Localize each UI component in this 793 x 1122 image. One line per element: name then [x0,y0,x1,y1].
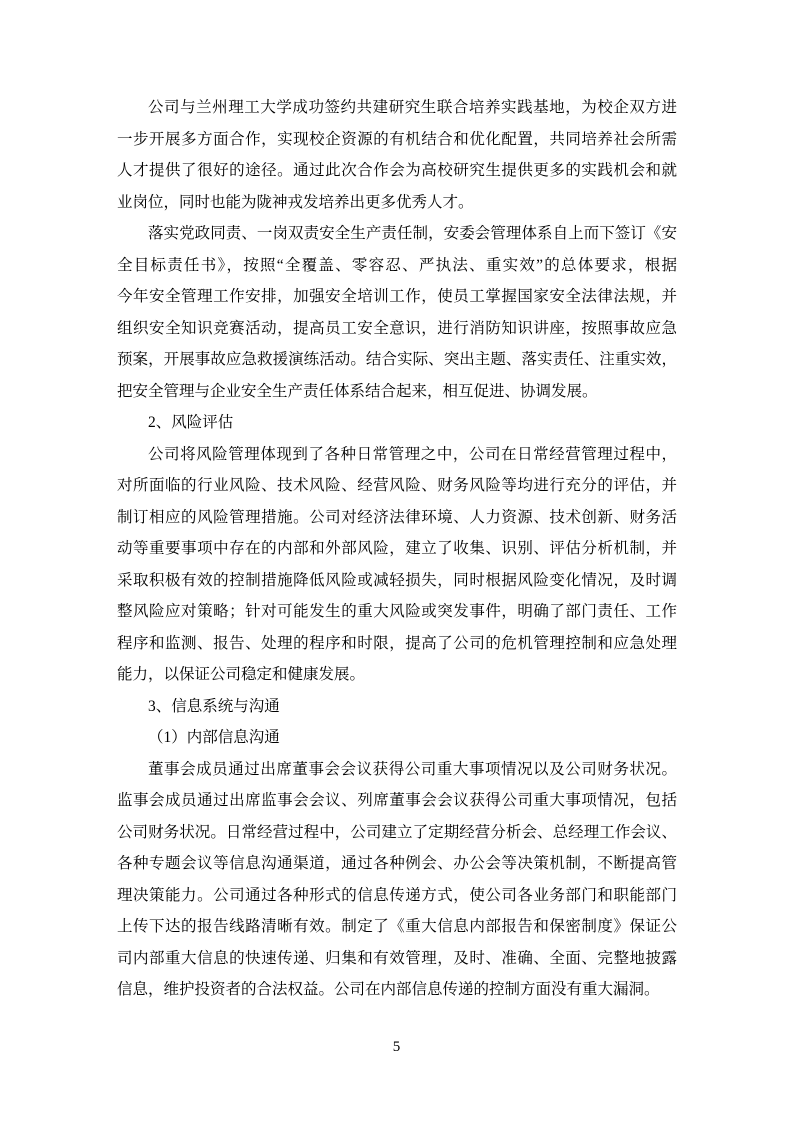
text-line: 各种专题会议等信息沟通渠道，通过各种例会、办公会等决策机制，不断提高管 [117,855,677,872]
text-line: 落实党政同责、一岗双责安全生产责任制，安委会管理体系自上而下签订《安 [148,225,677,242]
heading-text: 3、信息系统与沟通 [148,697,280,715]
text-line: 对所面临的行业风险、技术风险、经营风险、财务风险等均进行充分的评估，并 [117,477,677,494]
text-line: 组织安全知识竞赛活动，提高员工安全意识，进行消防知识讲座，按照事故应急 [117,319,677,337]
page-number: 5 [392,1039,401,1055]
text-line: 业岗位，同时也能为陇神戎发培养出更多优秀人才。 [117,193,474,211]
text-line: 公司将风险管理体现到了各种日常管理之中，公司在日常经营管理过程中， [148,445,677,463]
paragraph-safety-responsibility [117,218,677,407]
heading-information-system [117,691,677,723]
text-line: 全目标责任书》，按照“全覆盖、零容忍、严执法、重实效”的总体要求，根据 [117,256,677,274]
text-line: 动等重要事项中存在的内部和外部风险，建立了收集、识别、评估分析机制，并 [117,540,677,557]
text-line: 信息，维护投资者的合法权益。公司在内部信息传递的控制方面没有重大漏洞。 [117,981,660,998]
text-line: 上传下达的报告线路清晰有效。制定了《重大信息内部报告和保密制度》保证公 [117,918,677,935]
paragraph-information-communication [117,754,677,1006]
text-line: 把安全管理与企业安全生产责任体系结合起来，相互促进、协调发展。 [117,382,598,400]
text-line: 程序和监测、报告、处理的程序和时限，提高了公司的危机管理控制和应急处理 [117,634,677,652]
heading-text: 2、风险评估 [148,414,234,431]
text-line: 能力，以保证公司稳定和健康发展。 [117,666,366,683]
text-line: 采取积极有效的控制措施降低风险或减轻损失，同时根据风险变化情况，及时调 [117,571,677,589]
text-line: 司内部重大信息的快速传递、归集和有效管理，及时、准确、全面、完整地披露 [117,949,677,967]
text-line: 人才提供了很好的途径。通过此次合作会为高校研究生提供更多的实践机会和就 [117,162,677,179]
text-line: 一步开展多方面合作，实现校企资源的有机结合和优化配置，共同培养社会所需 [117,130,677,148]
text-line: 董事会成员通过出席董事会会议获得公司重大事项情况以及公司财务状况。 [148,760,677,778]
text-line: 理决策能力。公司通过各种形式的信息传递方式，使公司各业务部门和职能部门 [117,886,677,904]
text-line: 预案，开展事故应急救援演练活动。结合实际、突出主题、落实责任、注重实效， [117,351,677,368]
paragraph-university-cooperation [117,92,677,218]
text-line: 今年安全管理工作安排，加强安全培训工作，使员工掌握国家安全法律法规，并 [117,288,677,305]
text-line: 公司财务状况。日常经营过程中，公司建立了定期经营分析会、总经理工作会议、 [117,823,677,841]
document-body [117,92,677,1006]
heading-risk-assessment [117,407,677,439]
text-line: 监事会成员通过出席监事会会议、列席董事会会议获得公司重大事项情况，包括 [117,792,677,809]
heading-text: （1）内部信息沟通 [148,729,280,746]
heading-internal-communication [117,722,677,754]
text-line: 公司与兰州理工大学成功签约共建研究生联合培养实践基地，为校企双方进 [148,99,677,116]
paragraph-risk-management [117,439,677,691]
text-line: 整风险应对策略；针对可能发生的重大风险或突发事件，明确了部门责任、工作 [117,603,677,620]
text-line: 制订相应的风险管理措施。公司对经济法律环境、人力资源、技术创新、财务活 [117,508,677,526]
